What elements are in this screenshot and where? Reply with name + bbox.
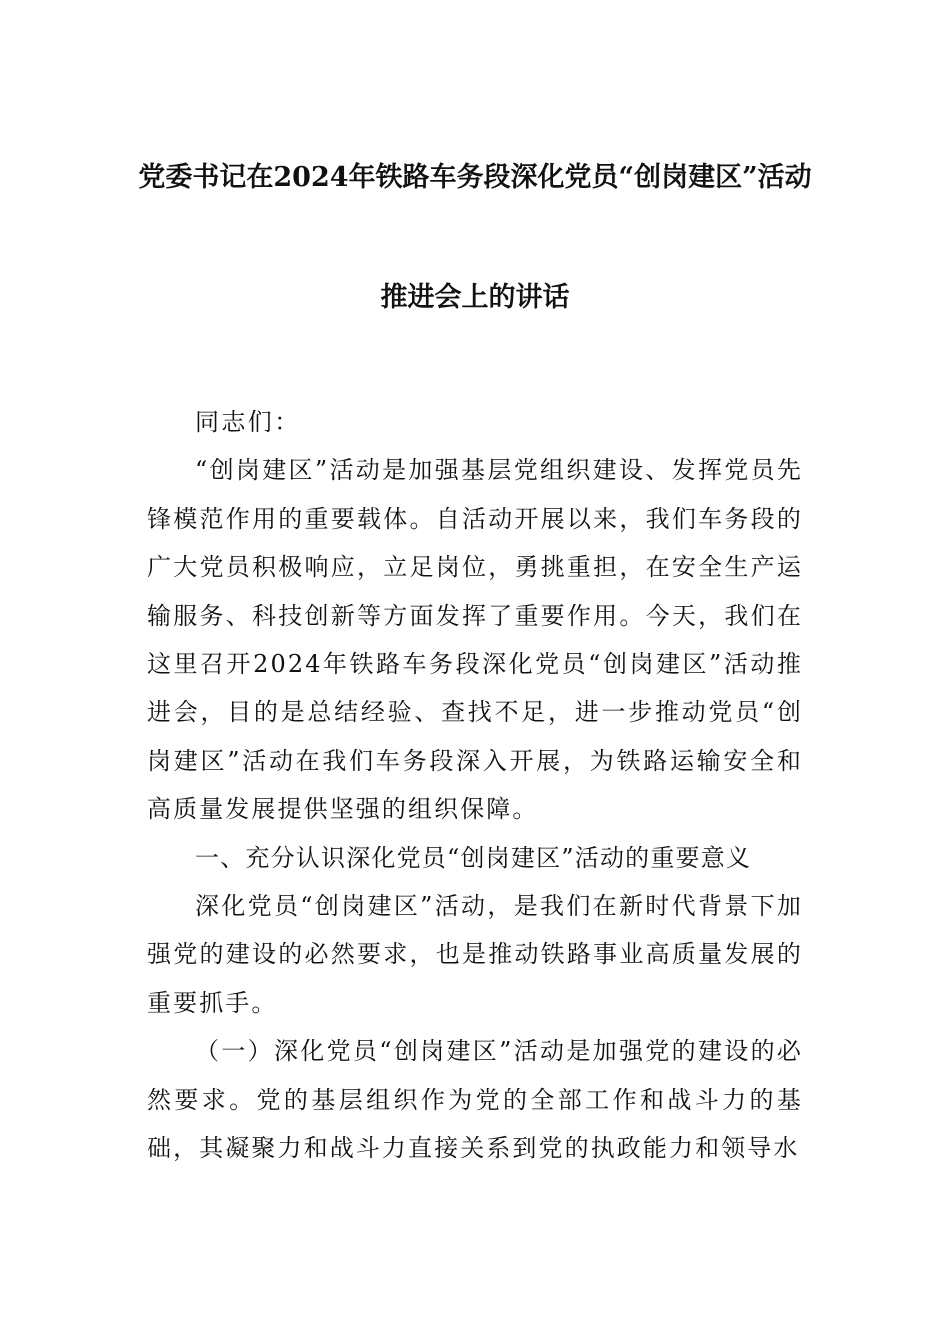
subsection-paragraph: （一）深化党员“创岗建区”活动是加强党的建设的必然要求。党的基层组织作为党的全部工作和战斗力的基础，其凝聚力和战斗力直接关系到党的执政能力和领导水 — [147, 1037, 803, 1163]
greeting-paragraph: 同志们： — [195, 408, 301, 436]
section-paragraph: 深化党员“创岗建区”活动，是我们在新时代背景下加强党的建设的必然要求，也是推动铁路事业高质量发展的重要抓手。 — [147, 892, 803, 1017]
document-body — [147, 398, 803, 1173]
document-title-line-1: 党委书记在2024年铁路车务段深化党员“创岗建区”活动 — [138, 162, 812, 193]
intro-paragraph: “创岗建区”活动是加强基层党组织建设、发挥党员先锋模范作用的重要载体。自活动开展以来，我们车务段的广大党员积极响应，立足岗位，勇挑重担，在安全生产运输服务、科技创新等方面发挥了重要作用。今天，我们在这里召开2024年铁路车务段深化党员“创岗建区”活动推进会，目的是总结经验、查找不足，进一步推动党员“创岗建区”活动在我们车务段深入开展，为铁路运输安全和高质量发展提供坚强的组织保障。 — [147, 456, 803, 824]
section-heading: 一、充分认识深化党员“创岗建区”活动的重要意义 — [195, 843, 752, 872]
document-title-line-2: 推进会上的讲话 — [380, 282, 570, 313]
